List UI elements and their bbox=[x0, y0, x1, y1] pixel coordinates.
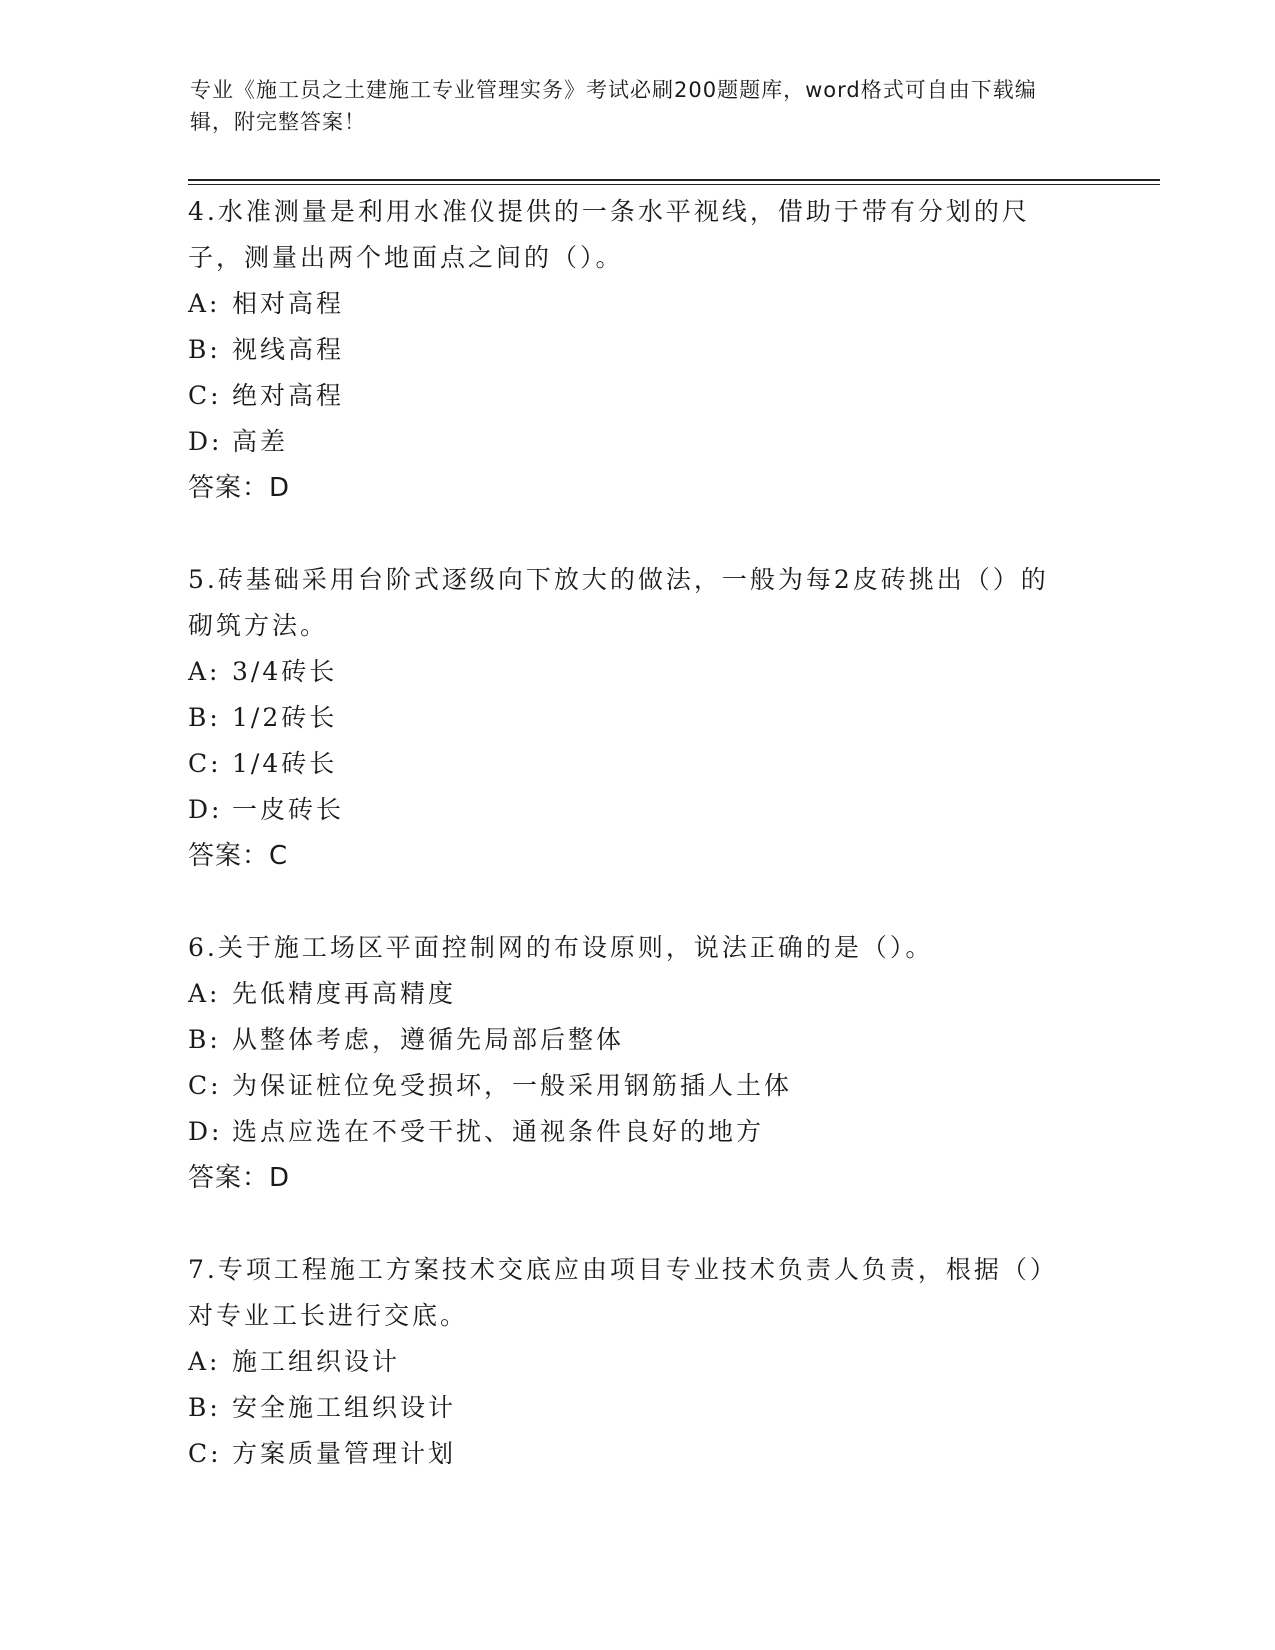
question-5 bbox=[188, 557, 1088, 879]
option-letter: C: bbox=[188, 381, 222, 410]
option-text: 为保证桩位免受损坏，一般采用钢筋插人土体 bbox=[232, 1071, 793, 1100]
option-text: 方案质量管理计划 bbox=[232, 1439, 457, 1468]
option-text: 一皮砖长 bbox=[232, 795, 345, 824]
option-c bbox=[188, 741, 1088, 787]
option-a bbox=[188, 1339, 1088, 1385]
question-list bbox=[188, 189, 1088, 1523]
option-letter: B: bbox=[188, 703, 221, 732]
option-text: 1/4砖长 bbox=[232, 749, 338, 778]
option-letter: C: bbox=[188, 1071, 222, 1100]
option-letter: C: bbox=[188, 1439, 222, 1468]
option-text: 从整体考虑，遵循先局部后整体 bbox=[232, 1025, 625, 1054]
option-text: 施工组织设计 bbox=[232, 1347, 401, 1376]
option-c bbox=[188, 1063, 1088, 1109]
option-letter: D: bbox=[188, 1117, 223, 1146]
option-c bbox=[188, 1431, 1088, 1477]
option-a bbox=[188, 971, 1088, 1017]
answer: 答案：D bbox=[188, 1163, 291, 1193]
option-letter: D: bbox=[188, 795, 223, 824]
question-stem: 4.水准测量是利用水准仪提供的一条水平视线，借助于带有分划的尺子，测量出两个地面点之间的（）。 bbox=[188, 197, 1030, 272]
option-letter: B: bbox=[188, 1025, 221, 1054]
option-d bbox=[188, 787, 1088, 833]
option-letter: A: bbox=[188, 979, 221, 1008]
option-text: 先低精度再高精度 bbox=[232, 979, 457, 1008]
option-text: 安全施工组织设计 bbox=[232, 1393, 457, 1422]
option-d bbox=[188, 419, 1088, 465]
option-d bbox=[188, 1109, 1088, 1155]
question-stem: 6.关于施工场区平面控制网的布设原则，说法正确的是（）。 bbox=[188, 933, 934, 962]
question-7 bbox=[188, 1247, 1088, 1477]
answer: 答案：C bbox=[188, 841, 289, 871]
option-text: 高差 bbox=[232, 427, 289, 456]
option-letter: A: bbox=[188, 657, 221, 686]
option-a bbox=[188, 281, 1088, 327]
header-divider-thick bbox=[188, 179, 1160, 181]
option-b bbox=[188, 1385, 1088, 1431]
option-b bbox=[188, 327, 1088, 373]
option-letter: A: bbox=[188, 289, 221, 318]
header-divider-thin bbox=[188, 184, 1160, 185]
option-text: 1/2砖长 bbox=[232, 703, 338, 732]
question-4 bbox=[188, 189, 1088, 511]
option-letter: A: bbox=[188, 1347, 221, 1376]
question-6 bbox=[188, 925, 1088, 1201]
option-letter: C: bbox=[188, 749, 222, 778]
document-header: 专业《施工员之土建施工专业管理实务》考试必刷200题题库，word格式可自由下载编辑，附完整答案！ bbox=[190, 78, 1037, 134]
option-a bbox=[188, 649, 1088, 695]
option-letter: B: bbox=[188, 1393, 221, 1422]
option-letter: D: bbox=[188, 427, 223, 456]
option-text: 相对高程 bbox=[232, 289, 345, 318]
option-text: 视线高程 bbox=[232, 335, 345, 364]
question-stem: 7.专项工程施工方案技术交底应由项目专业技术负责人负责，根据（）对专业工长进行交底。 bbox=[188, 1255, 1058, 1330]
option-c bbox=[188, 373, 1088, 419]
option-text: 3/4砖长 bbox=[232, 657, 338, 686]
option-text: 绝对高程 bbox=[232, 381, 345, 410]
answer: 答案：D bbox=[188, 473, 291, 503]
option-b bbox=[188, 1017, 1088, 1063]
option-letter: B: bbox=[188, 335, 221, 364]
question-stem: 5.砖基础采用台阶式逐级向下放大的做法，一般为每2皮砖挑出（）的砌筑方法。 bbox=[188, 565, 1049, 640]
option-b bbox=[188, 695, 1088, 741]
option-text: 选点应选在不受干扰、通视条件良好的地方 bbox=[232, 1117, 765, 1146]
